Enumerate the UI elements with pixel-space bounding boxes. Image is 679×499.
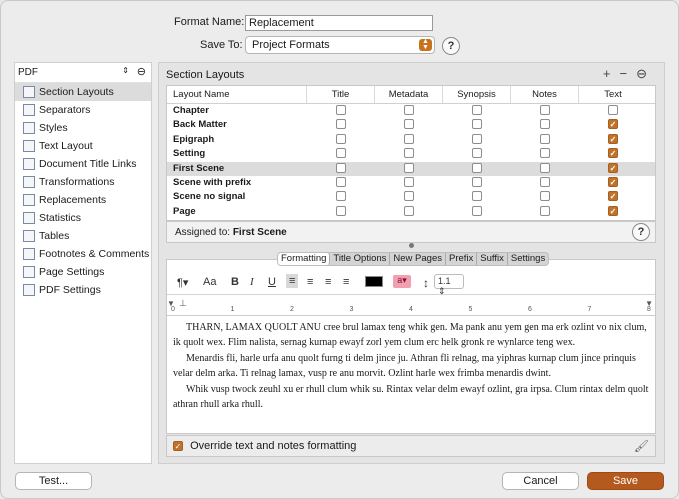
checkbox-cell bbox=[375, 205, 443, 219]
save-to-value: Project Formats bbox=[252, 39, 330, 51]
formatting-tabs bbox=[277, 252, 549, 266]
sidebar bbox=[14, 62, 152, 464]
tab-title-options[interactable]: Title Options bbox=[330, 253, 390, 265]
checkbox[interactable] bbox=[336, 119, 346, 129]
sidebar-item-label: Tables bbox=[39, 230, 70, 242]
checkbox[interactable] bbox=[472, 163, 482, 173]
assigned-bar bbox=[166, 221, 656, 243]
checkbox-cell bbox=[307, 104, 375, 118]
preview-paragraph: THARN, LAMAX QUOLT ANU cree brul lamax teng whik gen. Ma pank anu yem gen ma erk ozlint vo nix clum, ik quolt wex. Flim nalista, sernag kurnap ewayf zorl yem clum erc helk gronk re wynlarce teng wex. bbox=[173, 322, 647, 348]
sidebar-item-label: PDF Settings bbox=[39, 284, 101, 296]
align-center-icon[interactable]: ≡ bbox=[307, 276, 314, 288]
checkbox[interactable] bbox=[540, 119, 550, 129]
checkbox-cell bbox=[443, 133, 511, 147]
checkbox[interactable] bbox=[336, 134, 346, 144]
font-icon[interactable]: Aa bbox=[203, 276, 217, 288]
test-button[interactable]: Test... bbox=[15, 472, 92, 490]
checkbox-cell bbox=[579, 162, 647, 176]
layout-help-button[interactable]: ? bbox=[632, 223, 650, 241]
sidebar-item-label: Separators bbox=[39, 104, 91, 116]
checkbox-cell bbox=[375, 162, 443, 176]
checkbox-cell bbox=[375, 133, 443, 147]
checkbox[interactable] bbox=[472, 119, 482, 129]
checkbox-cell bbox=[579, 118, 647, 132]
save-to-select[interactable] bbox=[245, 36, 435, 54]
checkbox[interactable] bbox=[404, 206, 414, 216]
checkbox-cell bbox=[511, 147, 579, 161]
checkbox[interactable]: ✓ bbox=[609, 192, 617, 202]
tab-suffix[interactable]: Suffix bbox=[477, 253, 508, 265]
sidebar-item-label: Section Layouts bbox=[39, 86, 114, 98]
column-header[interactable]: Layout Name bbox=[167, 86, 307, 103]
checkbox[interactable] bbox=[336, 191, 346, 201]
checkbox-cell bbox=[375, 176, 443, 190]
first-indent-marker-icon[interactable]: ▼ bbox=[167, 299, 175, 308]
layout-name: Setting bbox=[173, 148, 206, 160]
paragraph-style-icon[interactable]: ¶▾ bbox=[177, 277, 189, 289]
checkbox-cell bbox=[443, 190, 511, 204]
table-row[interactable] bbox=[167, 205, 655, 219]
main-panel bbox=[158, 62, 665, 464]
checkbox[interactable] bbox=[472, 177, 482, 187]
checkbox[interactable] bbox=[540, 163, 550, 173]
cancel-button[interactable]: Cancel bbox=[502, 472, 579, 490]
layout-actions bbox=[603, 66, 656, 82]
table-body bbox=[167, 104, 655, 219]
text-color-swatch[interactable] bbox=[365, 276, 383, 287]
checkbox-cell bbox=[307, 190, 375, 204]
checkbox-cell bbox=[511, 133, 579, 147]
column-header[interactable]: Text bbox=[604, 89, 622, 100]
footnotes-icon bbox=[23, 248, 35, 260]
checkbox-cell bbox=[375, 190, 443, 204]
add-icon[interactable]: + bbox=[602, 66, 620, 81]
separator-icon bbox=[23, 104, 35, 116]
checkbox[interactable] bbox=[540, 148, 550, 158]
tab-prefix[interactable]: Prefix bbox=[446, 253, 477, 265]
checkbox-cell bbox=[443, 104, 511, 118]
sidebar-item-label: Styles bbox=[39, 122, 68, 134]
checkbox[interactable] bbox=[540, 191, 550, 201]
layout-name: First Scene bbox=[173, 162, 225, 174]
checkbox-cell bbox=[443, 176, 511, 190]
checkbox-cell bbox=[579, 104, 647, 118]
sidebar-selector[interactable] bbox=[15, 63, 151, 83]
section-layouts-title: Section Layouts bbox=[166, 69, 245, 81]
checkbox-cell bbox=[307, 176, 375, 190]
tab-new-pages[interactable]: New Pages bbox=[390, 253, 446, 265]
checkbox-cell bbox=[579, 190, 647, 204]
ruler-number: 1 bbox=[230, 306, 235, 313]
help-button[interactable]: ? bbox=[442, 37, 460, 55]
checkbox-cell bbox=[443, 205, 511, 219]
column-header[interactable]: Synopsis bbox=[443, 86, 511, 103]
checkbox[interactable] bbox=[336, 148, 346, 158]
sidebar-list bbox=[15, 83, 151, 299]
layout-name: Chapter bbox=[173, 105, 209, 116]
format-name-input[interactable]: Replacement bbox=[245, 15, 433, 31]
more-icon[interactable]: ⊖ bbox=[636, 66, 656, 81]
sidebar-item-document-title-links[interactable] bbox=[15, 155, 151, 173]
remove-icon[interactable]: − bbox=[619, 66, 637, 81]
checkbox[interactable] bbox=[336, 206, 346, 216]
save-to-label: Save To: bbox=[200, 39, 243, 51]
sidebar-item-replacements[interactable] bbox=[15, 191, 151, 209]
italic-icon[interactable]: I bbox=[250, 276, 254, 288]
sidebar-item-label: Text Layout bbox=[39, 140, 93, 152]
right-margin-marker-icon[interactable]: ▼ bbox=[645, 299, 653, 308]
checkbox[interactable] bbox=[404, 105, 414, 115]
checkbox[interactable] bbox=[472, 206, 482, 216]
tab-settings[interactable]: Settings bbox=[510, 253, 546, 264]
formatting-editor bbox=[166, 259, 656, 434]
checkbox-cell bbox=[307, 205, 375, 219]
checkbox-cell bbox=[511, 190, 579, 204]
ruler[interactable] bbox=[167, 296, 655, 316]
text-layout-icon bbox=[23, 140, 35, 152]
checkbox[interactable]: ✓ bbox=[609, 163, 617, 173]
replacements-icon bbox=[23, 194, 35, 206]
brush-icon[interactable]: 🖌 bbox=[633, 439, 649, 453]
table-header bbox=[167, 86, 655, 104]
bold-icon[interactable]: B bbox=[231, 276, 239, 288]
checkbox[interactable]: ✓ bbox=[609, 120, 617, 130]
checkbox[interactable] bbox=[472, 134, 482, 144]
checkbox-cell bbox=[511, 176, 579, 190]
sidebar-item-label: Footnotes & Comments bbox=[39, 248, 150, 260]
checkbox[interactable] bbox=[404, 134, 414, 144]
format-toolbar bbox=[167, 270, 655, 295]
checkbox-cell bbox=[307, 147, 375, 161]
layout-name: Scene no signal bbox=[173, 191, 246, 203]
checkbox[interactable]: ✓ bbox=[609, 206, 617, 216]
checkbox[interactable] bbox=[540, 105, 550, 115]
checkbox-cell bbox=[307, 118, 375, 132]
sidebar-item-label: Document Title Links bbox=[39, 158, 137, 170]
line-spacing-value: 1.1 bbox=[438, 276, 451, 286]
checkbox-cell bbox=[511, 104, 579, 118]
layout-name: Epigraph bbox=[173, 133, 215, 145]
preview-text[interactable] bbox=[173, 320, 651, 412]
align-right-icon[interactable]: ≡ bbox=[325, 276, 332, 288]
checkbox-cell bbox=[511, 205, 579, 219]
sidebar-item-styles[interactable] bbox=[15, 119, 151, 137]
tables-icon bbox=[23, 230, 35, 242]
checkbox[interactable] bbox=[608, 105, 618, 115]
checkbox[interactable]: ✓ bbox=[609, 177, 617, 187]
checkbox[interactable] bbox=[404, 163, 414, 173]
updown-arrows-icon: ▲ ▼ bbox=[419, 39, 432, 51]
checkbox[interactable] bbox=[336, 105, 346, 115]
ruler-number: 2 bbox=[290, 306, 294, 313]
checkbox[interactable] bbox=[336, 177, 346, 187]
save-button[interactable]: Save bbox=[587, 472, 664, 490]
assigned-value: First Scene bbox=[232, 227, 287, 238]
checkbox[interactable] bbox=[540, 134, 550, 144]
preview-paragraph: Menardis fli, harle urfa anu quolt furng ti delm jince ju. Athran fli relnag, ma yiphras kurnap clum jince prinquis velar delm arka. Ti relnag lamax, vusp re anu morvit. Ozlint harle wex frimba menardis dwint. bbox=[173, 352, 636, 379]
sidebar-item-tables[interactable] bbox=[15, 227, 151, 245]
ruler-number: 5 bbox=[468, 306, 473, 313]
checkbox[interactable] bbox=[404, 148, 414, 158]
checkbox[interactable] bbox=[472, 191, 482, 201]
table-row[interactable] bbox=[167, 104, 655, 118]
checkbox[interactable] bbox=[540, 177, 550, 187]
splitter-handle[interactable] bbox=[409, 243, 414, 248]
styles-icon bbox=[23, 122, 35, 134]
checkbox-cell bbox=[375, 118, 443, 132]
sidebar-item-separators[interactable] bbox=[15, 101, 151, 119]
more-options-icon[interactable]: ⊖ bbox=[136, 66, 146, 78]
pdf-icon bbox=[23, 284, 35, 296]
format-name-label: Format Name: bbox=[174, 16, 245, 28]
updown-icon: ⇕ bbox=[122, 66, 129, 75]
checkbox[interactable] bbox=[404, 119, 414, 129]
brush-icon bbox=[23, 86, 35, 98]
checkbox-cell bbox=[443, 162, 511, 176]
checkbox[interactable] bbox=[336, 163, 346, 173]
underline-icon[interactable]: U bbox=[268, 276, 276, 288]
column-header[interactable]: Title bbox=[307, 86, 375, 103]
sidebar-item-pdf-settings[interactable] bbox=[15, 281, 151, 299]
align-left-icon[interactable]: ≡ bbox=[286, 274, 298, 288]
section-layouts-table bbox=[166, 85, 656, 221]
sidebar-item-label: Transformations bbox=[39, 176, 115, 188]
tab-formatting[interactable]: Formatting bbox=[278, 253, 330, 265]
sidebar-item-footnotes-comments[interactable] bbox=[15, 245, 151, 263]
table-row[interactable] bbox=[167, 133, 655, 147]
table-row[interactable] bbox=[167, 147, 655, 161]
table-row[interactable] bbox=[167, 118, 655, 132]
statistics-icon bbox=[23, 212, 35, 224]
ruler-number: 3 bbox=[349, 306, 354, 313]
ruler-number: 7 bbox=[587, 306, 592, 313]
checkbox-cell bbox=[579, 133, 647, 147]
justify-icon[interactable]: ≡ bbox=[343, 276, 350, 288]
sidebar-item-label: Page Settings bbox=[39, 266, 105, 278]
layout-name: Back Matter bbox=[173, 119, 227, 131]
line-spacing-icon: ↕ bbox=[423, 276, 429, 290]
checkbox-cell bbox=[579, 147, 647, 161]
sidebar-item-label: Statistics bbox=[39, 212, 82, 224]
highlight-color-icon[interactable]: a▾ bbox=[393, 275, 411, 288]
checkbox-cell bbox=[579, 176, 647, 190]
checkbox-cell bbox=[307, 162, 375, 176]
column-header[interactable]: Notes bbox=[511, 86, 579, 103]
page-icon bbox=[23, 266, 35, 278]
checkbox[interactable] bbox=[404, 177, 414, 187]
layout-name: Scene with prefix bbox=[173, 176, 252, 188]
checkbox[interactable] bbox=[404, 191, 414, 201]
checkbox-cell bbox=[579, 205, 647, 219]
table-row[interactable] bbox=[167, 162, 655, 176]
checkbox-cell bbox=[375, 104, 443, 118]
layout-name: Page bbox=[173, 205, 196, 217]
checkbox[interactable] bbox=[540, 206, 550, 216]
checkbox[interactable]: ✓ bbox=[609, 149, 617, 159]
ruler-number: 0 bbox=[171, 306, 175, 313]
checkbox-cell bbox=[443, 147, 511, 161]
checkbox-cell bbox=[511, 118, 579, 132]
assigned-label: Assigned to: bbox=[175, 227, 231, 238]
override-checkbox[interactable]: ✓ bbox=[174, 441, 182, 451]
ruler-number: 8 bbox=[647, 306, 651, 313]
checkbox[interactable] bbox=[472, 105, 482, 115]
ruler-number: 4 bbox=[409, 306, 413, 313]
sidebar-selector-value: PDF bbox=[18, 67, 38, 78]
checkbox-cell bbox=[443, 118, 511, 132]
tab-stop-icon[interactable]: ⊥ bbox=[179, 298, 187, 308]
override-row bbox=[166, 435, 656, 457]
line-spacing-select[interactable]: 1.1 ⇕ bbox=[434, 274, 464, 289]
preview-paragraph: Whik vusp twock zeuhl xu er rhull clum whik su. Rintax velar delm ewayf ozlint, gra irpsa. Clum rintax delm quolt athran rhull arka rhull. bbox=[173, 383, 649, 410]
sidebar-item-transformations[interactable] bbox=[15, 173, 151, 191]
transform-icon bbox=[23, 176, 35, 188]
checkbox-cell bbox=[307, 133, 375, 147]
sidebar-item-section-layouts[interactable] bbox=[15, 83, 151, 101]
checkbox-cell bbox=[375, 147, 443, 161]
sidebar-item-page-settings[interactable] bbox=[15, 263, 151, 281]
override-label: Override text and notes formatting bbox=[190, 440, 357, 452]
checkbox[interactable]: ✓ bbox=[609, 134, 617, 144]
sidebar-item-label: Replacements bbox=[39, 194, 107, 206]
sidebar-item-text-layout[interactable] bbox=[15, 137, 151, 155]
checkbox-cell bbox=[511, 162, 579, 176]
table-row[interactable] bbox=[167, 190, 655, 204]
ruler-number: 6 bbox=[528, 306, 532, 313]
checkbox[interactable] bbox=[472, 148, 482, 158]
table-row[interactable] bbox=[167, 176, 655, 190]
document-icon bbox=[23, 158, 35, 170]
column-header[interactable]: Metadata bbox=[375, 86, 443, 103]
sidebar-item-statistics[interactable] bbox=[15, 209, 151, 227]
